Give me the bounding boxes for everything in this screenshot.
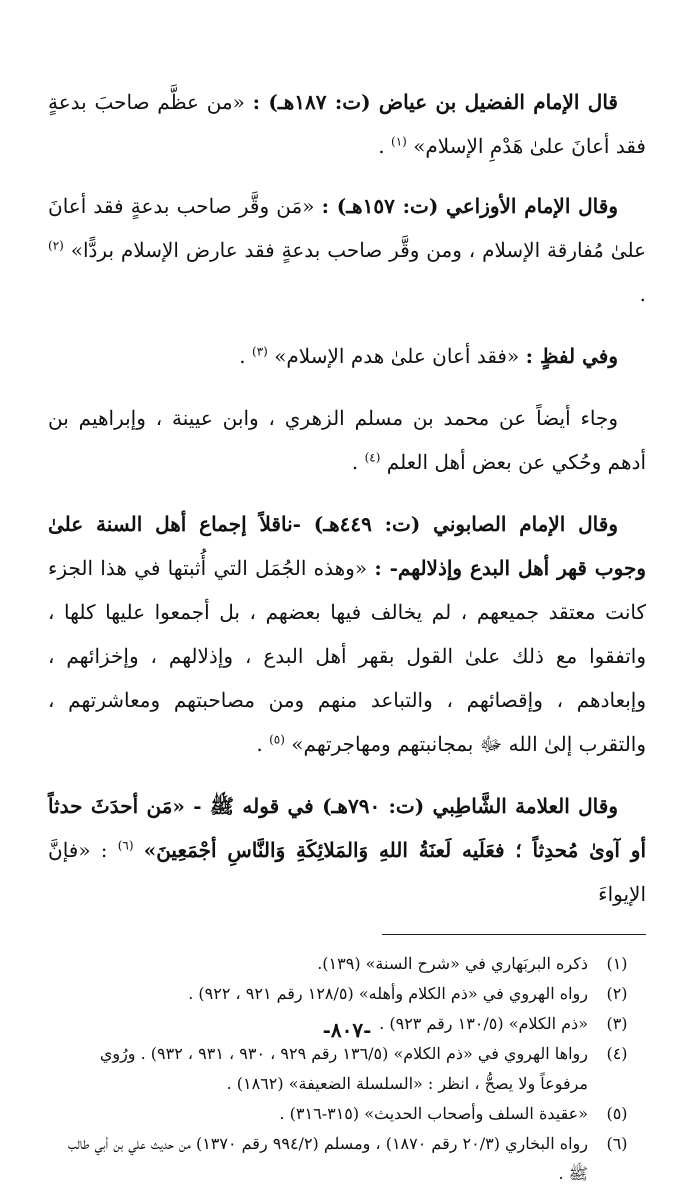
paragraph-lead: وقال الإمام الأوزاعي (ت: ١٥٧هـ) : (321, 194, 618, 218)
paragraph-tail: . (378, 134, 391, 158)
paragraph-text: «وهذه الجُمَل التي أُثبتها في هذا الجزء كانت معتقد جميعهم ، لم يخالف فيها بعضهم ، بل أجمعوا عليها كلها ، واتفقوا مع ذلك علىٰ القول بقهر أهل البدع ، وإذلالهم ، وإخزائهم ، وإبعادهم ، وإقصائهم ، والتباعد منهم ومن مصاحبتهم ومعاشرتهم ، والتقرب إلىٰ الله ﷻ بمجانبتهم ومهاجرتهم» (48, 556, 646, 756)
footnote-number: (١) (606, 954, 628, 973)
footnote-text: رواه الهروي في «ذم الكلام وأهله» (١٢٨/٥ رقم ٩٢١ ، ٩٢٢) . (188, 984, 588, 1003)
paragraph-6 (48, 784, 646, 916)
paragraph-tail: : «فإنَّ الإيواءَ (48, 838, 646, 906)
paragraph-5 (48, 502, 646, 766)
paragraph-text: «فقد أعان علىٰ هدم الإسلام» (274, 344, 526, 368)
footnote-number: (٢) (606, 984, 628, 1003)
footnote-text: «عقيدة السلف وأصحاب الحديث» (٣١٥-٣١٦) . (279, 1104, 588, 1123)
footnote-5 (48, 1099, 646, 1129)
main-text (48, 80, 646, 916)
footnote-2 (48, 979, 646, 1009)
paragraph-1 (48, 80, 646, 168)
footnote-number: (٦) (606, 1134, 628, 1153)
paragraph-3 (48, 334, 646, 378)
footnote-4 (48, 1039, 646, 1099)
paragraph-lead: وقال الإمام الصابوني (ت: ٤٤٩هـ) -ناقلاً إجماع أهل السنة علىٰ وجوب قهر أهل البدع وإذلالهم- : (48, 512, 646, 580)
paragraph-2 (48, 184, 646, 316)
footnote-divider (382, 934, 646, 935)
paragraph-text: وجاء أيضاً عن محمد بن مسلم الزهري ، وابن عيينة ، وإبراهيم بن أدهم وحُكي عن بعض أهل العلم (48, 406, 646, 474)
paragraph-lead: وقال العلامة الشَّاطِبي (ت: ٧٩٠هـ) في قوله ﷺ - «مَن أحدَثَ حدثاً أو آوىٰ مُحدِثاً ؛ فعَلَيه لَعنَةُ اللهِ وَالمَلائِكَةِ وَالنَّاسِ أجْمَعِينَ» (48, 794, 646, 862)
footnote-text: «ذم الكلام» (١٣٠/٥ رقم ٩٢٣) . (379, 1014, 588, 1033)
footnote-text: رواها الهروي في «ذم الكلام» (١٣٦/٥ رقم ٩٢٩ ، ٩٣٠ ، ٩٣١ ، ٩٣٢) . ورُوي مرفوعاً ولا يصحُّ ، انظر : «السلسلة الضعيفة» (١٨٦٢) . (99, 1044, 588, 1093)
footnote-1 (48, 949, 646, 979)
footnote-number: (٥) (606, 1104, 628, 1123)
paragraph-text: «من عظَّم صاحبَ بدعةٍ فقد أعانَ علىٰ هَدْمِ الإسلام» (48, 90, 646, 158)
paragraph-tail: . (351, 450, 365, 474)
footnotes (48, 949, 646, 1189)
footnote-ref: (٤) (364, 450, 381, 465)
footnote-ref: (١) (391, 134, 407, 149)
footnote-ref: (٢) (48, 238, 64, 253)
paragraph-text: «مَن وقَّر صاحب بدعةٍ فقد أعانَ علىٰ مُفارقة الإسلام ، ومن وقَّر صاحب بدعةٍ فقد عارض الإسلام بردًّا» (48, 194, 647, 262)
footnote-6 (48, 1129, 646, 1189)
footnote-ref: (٦) (117, 838, 134, 853)
paragraph-tail: . (239, 344, 252, 368)
paragraph-tail: . (256, 732, 270, 756)
footnote-number: (٣) (606, 1014, 628, 1033)
paragraph-lead: قال الإمام الفضيل بن عياض (ت: ١٨٧هـ) : (252, 90, 618, 114)
footnote-text: ذكره البربَهاري في «شرح السنة» (١٣٩). (317, 954, 588, 973)
page-number: -٨٠٧- (322, 1018, 372, 1042)
paragraph-lead: وفي لفظٍ : (525, 344, 618, 368)
footnote-number: (٤) (606, 1044, 628, 1063)
paragraph-4 (48, 396, 646, 484)
footnote-ref: (٣) (252, 344, 268, 359)
footnote-ref: (٥) (269, 732, 285, 747)
footnote-text: رواه البخاري (٢٠/٣ رقم ١٨٧٠) ، ومسلم (٩٩٤/٢ رقم ١٣٧٠) من حديث علي بن أبي طالب ﷺ . (67, 1134, 588, 1183)
paragraph-tail: . (639, 282, 646, 306)
